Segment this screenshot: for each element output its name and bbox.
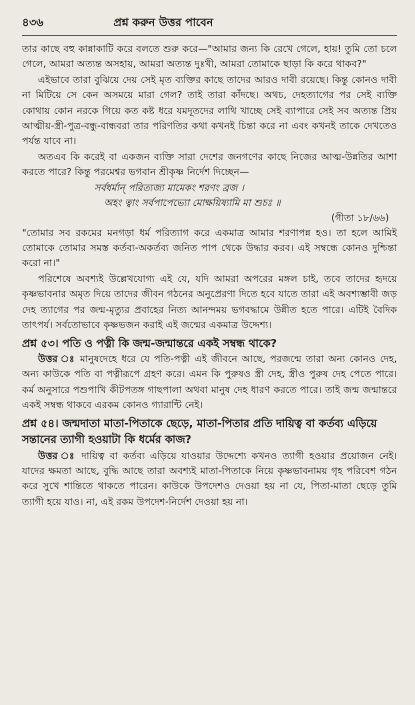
answer-text: মানুষদেহে ধরে যে পতি-পত্নী এই জীবনে আছে, পরজন্মে তারা অন্য কোনও দেহ, অন্য কাউকে পতি বা পত্নীরূপে গ্রহণ করে। এমন কি পুরুষও স্ত্রী দেহ, স্ত্রীও পুরুষ দেহ পেতে পারে। কর্ম অনুসারে পশুপাখি কীটপতঙ্গ গাছপালা অথবা মানুষ দেহ ধারণ করতে পারে। তাই জন্ম জন্মান্তরে একই সম্বন্ধ থাকবে এরকম কোনও গ্যারান্টি নেই। — [22, 354, 397, 412]
answer-54 — [22, 449, 397, 511]
question-54 — [22, 416, 397, 449]
question-53 — [22, 336, 397, 353]
paragraph-lament: তার কাছে বহু কান্নাকাটি করে বলতে শুরু করে—"আমার জন্য কি রেখে গেলে, হায়! তুমি তো চলে গেলে, আমরা অত্যন্ত অসহায়, আমরা অত্যন্ত দুঃখী, আমরা তোমাকে ছাড়া কি করে থাকব?" — [22, 44, 397, 71]
paragraph-relatives: এইভাবে তারা বুঝিয়ে দেয় সেই মৃত ব্যক্তির কাছে তাদের আরও দাবী রয়েছে। কিন্তু কোনও দাবী না মিটিয়ে সে কেন অসময়ে মারা গেল? তাই তারা কাঁদছে। অথচ, দেহত্যাগের পর সেই ব্যক্তি কোথায় কোন নরকে গিয়ে কত কষ্ট ধরে যমদূতদের লাথি খাচ্ছে সেই ব্যাপারে সেই সব অত্যন্ত প্রিয় আত্মীয়-স্ত্রী-পুত্র-বন্ধু-বান্ধবরা তার পরিণতির কথা কখনই চিন্তা করে না এবং কখনই তাকে দেখতেও পর্যন্ত যাবে না। — [22, 74, 397, 148]
answer-53 — [22, 352, 397, 414]
page-header — [22, 14, 397, 36]
question-label: প্রশ্ন ৫৪। — [22, 416, 59, 430]
verse-line-2: অহং ত্বাং সর্বপাপেভ্যো মোক্ষয়িষ্যামি মা শুচঃ ॥ — [104, 197, 281, 209]
answer-label: উত্তর ঃ — [38, 450, 77, 462]
book-title: প্রশ্ন করুন উত্তর পাবেন — [113, 16, 214, 29]
paragraph-conclusion: পরিশেষে অবশ্যই উল্লেখযোগ্য এই যে, যদি আমরা অপরের মঙ্গল চাই, তবে তাদের হৃদয়ে কৃষ্ণভাবনার অমৃত দিয়ে তাদের জীবন গঠনের অনুপ্রেরণা দিতে হবে যাতে তারা এই অবশ্যম্ভাবী জড় দেহ ত্যাগের পর জন্ম-মৃত্যুর প্রবাহের নিত্য আনন্দময় ভগবদ্ধামে উন্নীত হতে পারে। এটিই বৈদিক তাৎপর্য। সর্বতোভাবে কৃষ্ণভজন করাই এই জন্মের একমাত্র উদ্দেশ্য। — [22, 273, 397, 332]
gita-verse — [22, 181, 397, 226]
verse-reference: (গীতা ১৮/৬৬) — [331, 212, 389, 224]
question-text: জন্মদাতা মাতা-পিতাকে ছেড়ে, মাতা-পিতার প্রতি দায়িত্ব বা কর্তব্য এড়িয়ে সন্তানের ত্যাগী হওয়াটা কি ধর্মের কাজ? — [22, 416, 377, 447]
answer-text: দায়িত্ব বা কর্তব্য এড়িয়ে যাওয়ার উদ্দেশ্যে কখনও ত্যাগী হওয়ার প্রয়োজন নেই। যাদের ক্ষমতা আছে, বুদ্ধি আছে তারা অবশ্যই মাতা-পিতাকে নিয়ে কৃষ্ণভাবনাময় গৃহ পরিবেশ গঠন করে সুখে শান্তিতে থাকতে পারেন। কাউকে উপদেশও দেওয়া হয় না যে, পিতা-মাতা ছেড়ে তুমি ত্যাগী হয়ে যাও। না, এই রকম উপদেশ-নির্দেশ দেওয়া হয় না। — [22, 450, 397, 508]
paragraph-translation: "তোমার সব রকমের মনগড়া ধর্ম পরিত্যাগ করে একমাত্র আমার শরণাপন্ন হও। তা হলে আমিই তোমাকে তোমার সমস্ত কর্তব্য-অকর্তব্য জনিত পাপ থেকে উদ্ধার করব। এই সম্বন্ধে কোনও দুশ্চিন্তা করো না।" — [22, 227, 397, 270]
answer-label: উত্তর ঃ — [38, 354, 76, 365]
question-text: পতি ও পত্নী কি জন্ম-জন্মান্তরে একই সম্বন্ধ থাকে? — [62, 336, 277, 350]
page-number: ৪৩৬ — [22, 16, 44, 29]
question-label: প্রশ্ন ৫৩। — [22, 336, 59, 350]
paragraph-instruction: অতএব কি করেই বা একজন ব্যক্তি সারা দেশের জনগণের কাছে নিজের আত্ম-উন্নতির আশা করতে পারে? কিন্তু পরমেশ্বর ভগবান শ্রীকৃষ্ণ নির্দেশ দিচ্ছেন— — [22, 151, 397, 179]
verse-line-1: সর্বধর্মান্ পরিত্যজ্য মামেকং শরণং ব্রজ । — [94, 182, 244, 194]
